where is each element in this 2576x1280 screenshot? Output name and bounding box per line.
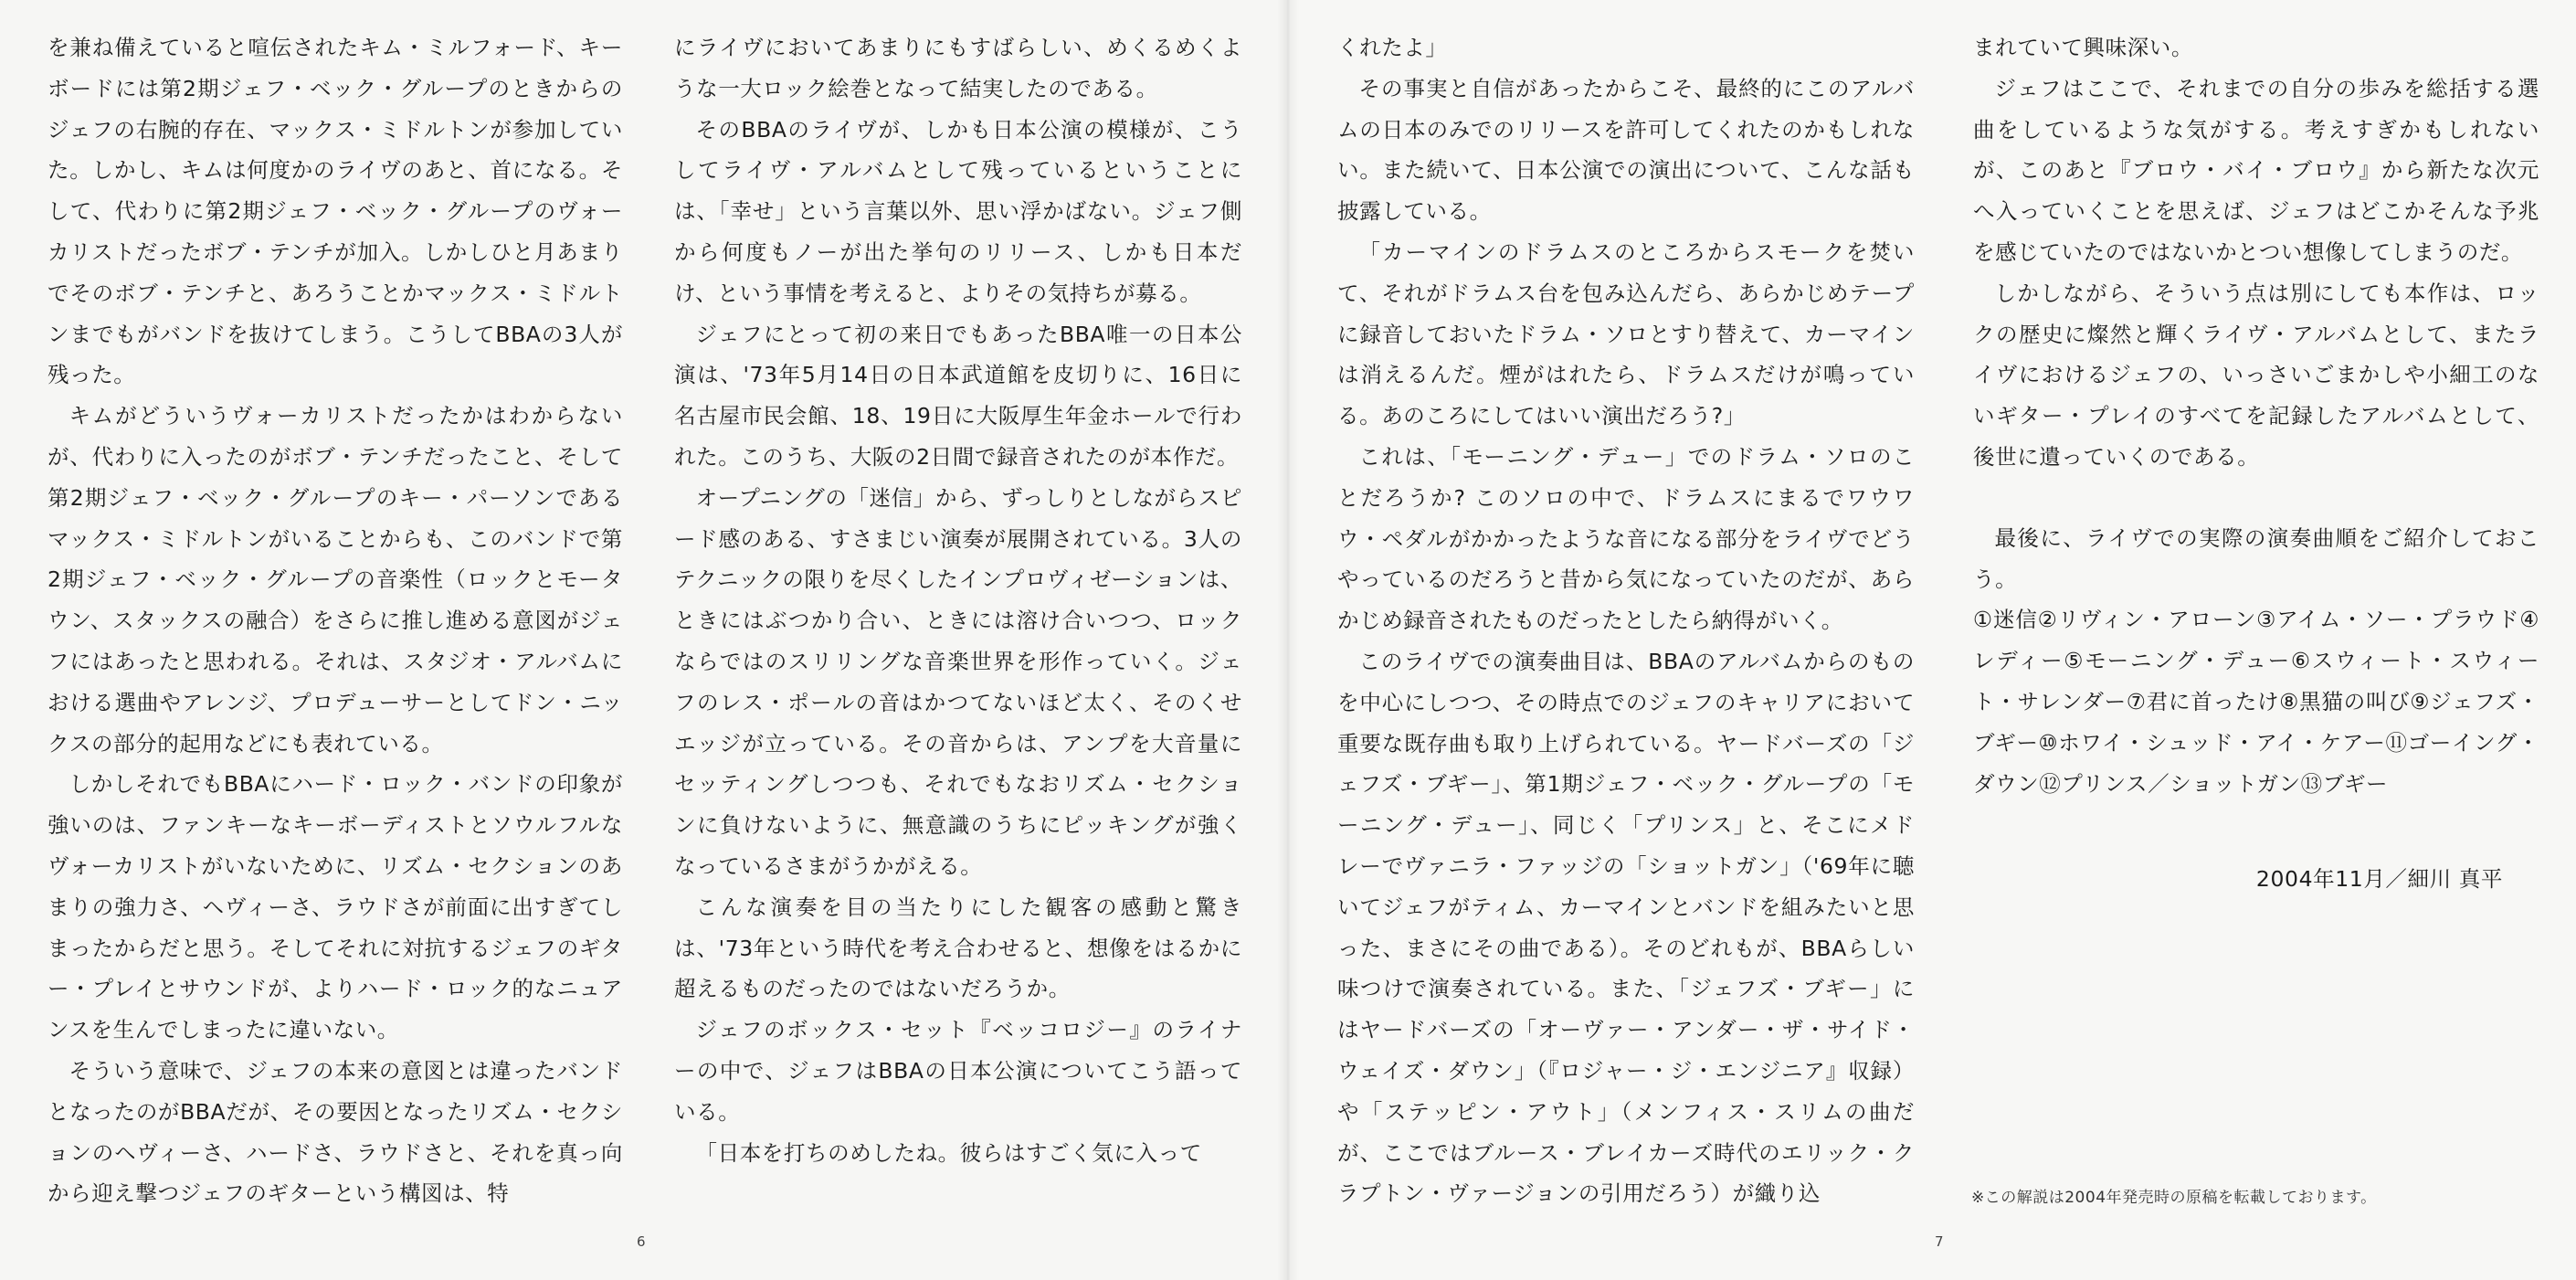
paragraph: こんな演奏を目の当たりにした観客の感動と驚きは、'73年という時代を考え合わせると、想像をはるかに超えるものだったのではないだろうか。 — [674, 894, 1242, 1002]
paragraph: そのBBAのライヴが、しかも日本公演の模様が、こうしてライヴ・アルバムとして残っているということには、「幸せ」という言葉以外、思い浮かばない。ジェフ側から何度もノーが出た挙句のリリース、しかも日本だけ、という事情を考えると、よりその気持ちが募る。 — [674, 116, 1242, 306]
paragraph: にライヴにおいてあまりにもすばらしい、めくるめくような一大ロック絵巻となって結実したのである。 — [674, 35, 1242, 101]
setlist: ①迷信②リヴィン・アローン③アイム・ソー・プラウド④レディー⑤モーニング・デュー⑥スウィート・スウィート・サレンダー⑦君に首ったけ⑧黒猫の叫び⑨ジェフズ・ブギー⑩ホワイ・シュッド・アイ・ケアー⑪ゴーイング・ダウン⑫プリンス／ショットガン⑬ブギー — [1973, 607, 2539, 797]
page-number-right: 7 — [1935, 1233, 1944, 1250]
paragraph: その事実と自信があったからこそ、最終的にこのアルバムの日本のみでのリリースを許可してくれたのかもしれない。また続いて、日本公演での演出について、こんな話も披露している。 — [1337, 75, 1915, 225]
paragraph: まれていて興味深い。 — [1973, 35, 2193, 60]
paragraph: 「カーマインのドラムスのところからスモークを焚いて、それがドラムス台を包み込んだら、あらかじめテープに録音しておいたドラム・ソロとすり替えて、カーマインは消えるんだ。煙がはれたら、ドラムスだけが鳴っている。あのころにしてはいい演出だろう?」 — [1337, 238, 1915, 429]
spacer — [1973, 478, 2539, 518]
column-3 — [1337, 27, 1915, 1215]
column-2 — [674, 27, 1242, 1215]
paragraph: これは、「モーニング・デュー」でのドラム・ソロのことだろうか? このソロの中で、ドラムスにまるでワウワウ・ペダルがかかったような音になる部分をライヴでどうやっているのだろうと昔から気になっていたのだが、あらかじめ録音されたものだったとしたら納得がいく。 — [1337, 443, 1915, 634]
paragraph: くれたよ」 — [1337, 35, 1448, 60]
paragraph: しかしながら、そういう点は別にしても本作は、ロックの歴史に燦然と輝くライヴ・アルバムとして、またライヴにおけるジェフの、いっさいごまかしや小細工のないギター・プレイのすべてを記録したアルバムとして、後世に遺っていくのである。 — [1973, 280, 2539, 470]
page-number-left: 6 — [637, 1233, 646, 1250]
column-4 — [1973, 27, 2539, 1215]
paragraph: そういう意味で、ジェフの本来の意図とは違ったバンドとなったのがBBAだが、その要因となったリズム・セクションのヘヴィーさ、ハードさ、ラウドさと、それを真っ向から迎え撃つジェフのギターという構図は、特 — [48, 1057, 623, 1207]
paragraph: ジェフのボックス・セット『ベッコロジー』のライナーの中で、ジェフはBBAの日本公演についてこう語っている。 — [674, 1017, 1242, 1125]
paragraph: 最後に、ライヴでの実際の演奏曲順をご紹介しておこう。 — [1973, 524, 2539, 592]
paragraph: キムがどういうヴォーカリストだったかはわからないが、代わりに入ったのがボブ・テンチだったこと、そして第2期ジェフ・ベック・グループのキー・パーソンであるマックス・ミドルトンがいることからも、このバンドで第2期ジェフ・ベック・グループの音楽性（ロックとモータウン、スタックスの融合）をさらに推し進める意図がジェフにはあったと思われる。それは、スタジオ・アルバムにおける選曲やアレンジ、プロデューサーとしてドン・ニックスの部分的起用などにも表れている。 — [48, 403, 623, 756]
paragraph: しかしそれでもBBAにハード・ロック・バンドの印象が強いのは、ファンキーなキーボーディストとソウルフルなヴォーカリストがいないために、リズム・セクションのあまりの強力さ、ヘヴィーさ、ラウドさが前面に出すぎてしまったからだと思う。そしてそれに対抗するジェフのギター・プレイとサウンドが、よりハード・ロック的なニュアンスを生んでしまったに違いない。 — [48, 771, 623, 1043]
paragraph: を兼ね備えていると喧伝されたキム・ミルフォード、キーボードには第2期ジェフ・ベック・グループのときからのジェフの右腕的存在、マックス・ミドルトンが参加していた。しかし、キムは何度かのライヴのあと、首になる。そして、代わりに第2期ジェフ・ベック・グループのヴォーカリストだったボブ・テンチが加入。しかしひと月あまりでそのボブ・テンチと、あろうことかマックス・ミドルトンまでもがバンドを抜けてしまう。こうしてBBAの3人が残った。 — [48, 35, 623, 388]
paragraph: 「日本を打ちのめしたね。彼らはすごく気に入って — [695, 1139, 1202, 1166]
paragraph: ジェフはここで、それまでの自分の歩みを総括する選曲をしているような気がする。考えすぎかもしれないが、このあと『ブロウ・バイ・ブロウ』から新たな次元へ入っていくことを思えば、ジェフはどこかそんな予兆を感じていたのではないかとつい想像してしまうのだ。 — [1973, 75, 2539, 265]
book-spine — [1277, 0, 1299, 1280]
paragraph: このライヴでの演奏曲目は、BBAのアルバムからのものを中心にしつつ、その時点でのジェフのキャリアにおいて重要な既存曲も取り上げられている。ヤードバーズの「ジェフズ・ブギー」、第1期ジェフ・ベック・グループの「モーニング・デュー」、同じく「プリンス」と、そこにメドレーでヴァニラ・ファッジの「ショットガン」（'69年に聴いてジェフがティム、カーマインとバンドを組みたいと思った、まさにその曲である）。そのどれもが、BBAらしい味つけで演奏されている。また、「ジェフズ・ブギー」にはヤードバーズの「オーヴァー・アンダー・ザ・サイド・ウェイズ・ダウン」（『ロジャー・ジ・エンジニア』収録）や「ステッピン・アウト」（メンフィス・スリムの曲だが、ここではブルース・ブレイカーズ時代のエリック・クラプトン・ヴァージョンの引用だろう）が織り込 — [1337, 648, 1915, 1207]
paragraph: ジェフにとって初の来日でもあったBBA唯一の日本公演は、'73年5月14日の日本武道館を皮切りに、16日に名古屋市民会館、18、19日に大阪厚生年金ホールで行われた。このうち、大阪の2日間で録音されたのが本作だ。 — [674, 321, 1242, 470]
signature: 2004年11月／細川 真平 — [2255, 866, 2503, 893]
paragraph: オープニングの「迷信」から、ずっしりとしながらスピード感のある、すさまじい演奏が展開されている。3人のテクニックの限りを尽くしたインプロヴィゼーションは、ときにはぶつかり合い、ときには溶け合いつつ、ロックならではのスリリングな音楽世界を形作っていく。ジェフのレス・ポールの音はかつてないほど太く、そのくせエッジが立っている。その音からは、アンプを大音量にセッティングしつつも、それでもなおリズム・セクションに負けないように、無意識のうちにピッキングが強くなっているさまがうかがえる。 — [674, 484, 1242, 879]
footnote: ※この解説は2004年発売時の原稿を転載しております。 — [1971, 1189, 2377, 1207]
column-1 — [48, 27, 623, 1215]
